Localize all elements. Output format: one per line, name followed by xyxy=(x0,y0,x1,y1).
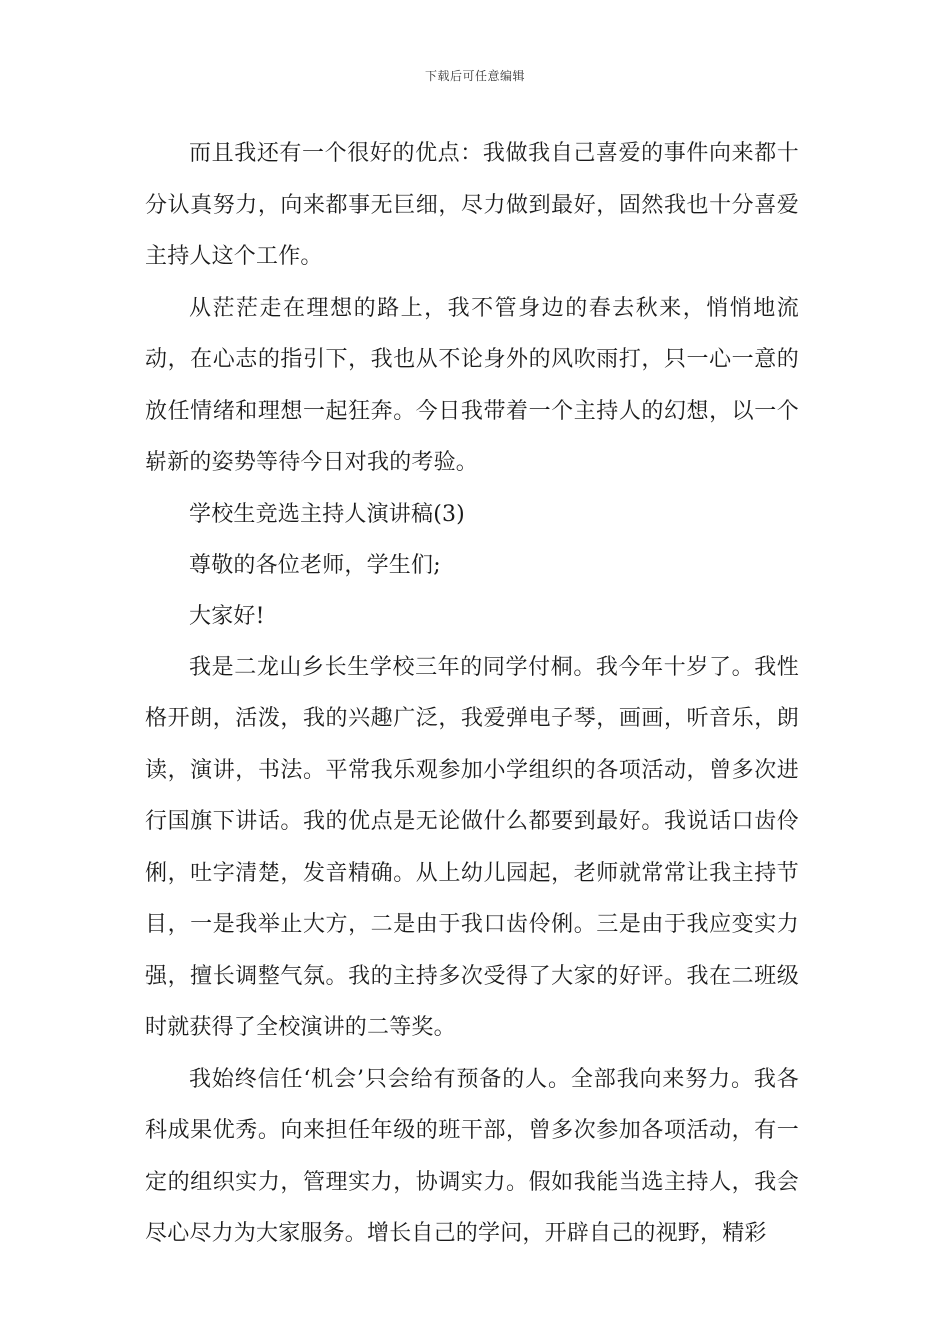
page-header: 下载后可任意编辑 xyxy=(424,69,525,83)
paragraph-2: 从茫茫走在理想的路上，我不管身边的春去秋来，悄悄地流动，在心志的指引下，我也从不论身外的风吹雨打，只一心一意的放任情绪和理想一起狂奔。今日我带着一个主持人的幻想，以一个崭新的姿势等待今日对我的考验。 xyxy=(145,295,799,475)
document-body xyxy=(145,128,799,1260)
hello-line: 大家好! xyxy=(189,603,265,629)
paragraph-4: 我始终信任‘机会’只会给有预备的人。全部我向来努力。我各科成果优秀。向来担任年级的班干部，曾多次参加各项活动，有一定的组织实力，管理实力，协调实力。假如我能当选主持人，我会尽心尽力为大家服务。增长自己的学问，开辟自己的视野，精彩 xyxy=(145,1066,799,1246)
paragraph-3: 我是二龙山乡长生学校三年的同学付桐。我今年十岁了。我性格开朗，活泼，我的兴趣广泛，我爱弹电子琴，画画，听音乐，朗读，演讲，书法。平常我乐观参加小学组织的各项活动，曾多次进行国旗下讲话。我的优点是无论做什么都要到最好。我说话口齿伶俐，吐字清楚，发音精确。从上幼儿园起，老师就常常让我主持节目，一是我举止大方，二是由于我口齿伶俐。三是由于我应变实力强，擅长调整气氛。我的主持多次受得了大家的好评。我在二班级时就获得了全校演讲的二等奖。 xyxy=(145,654,799,1040)
section-title: 学校生竞选主持人演讲稿(3) xyxy=(189,501,465,527)
paragraph-1: 而且我还有一个很好的优点：我做我自己喜爱的事件向来都十分认真努力，向来都事无巨细，尽力做到最好，固然我也十分喜爱主持人这个工作。 xyxy=(145,141,799,269)
greeting-line: 尊敬的各位老师，学生们; xyxy=(189,552,441,578)
